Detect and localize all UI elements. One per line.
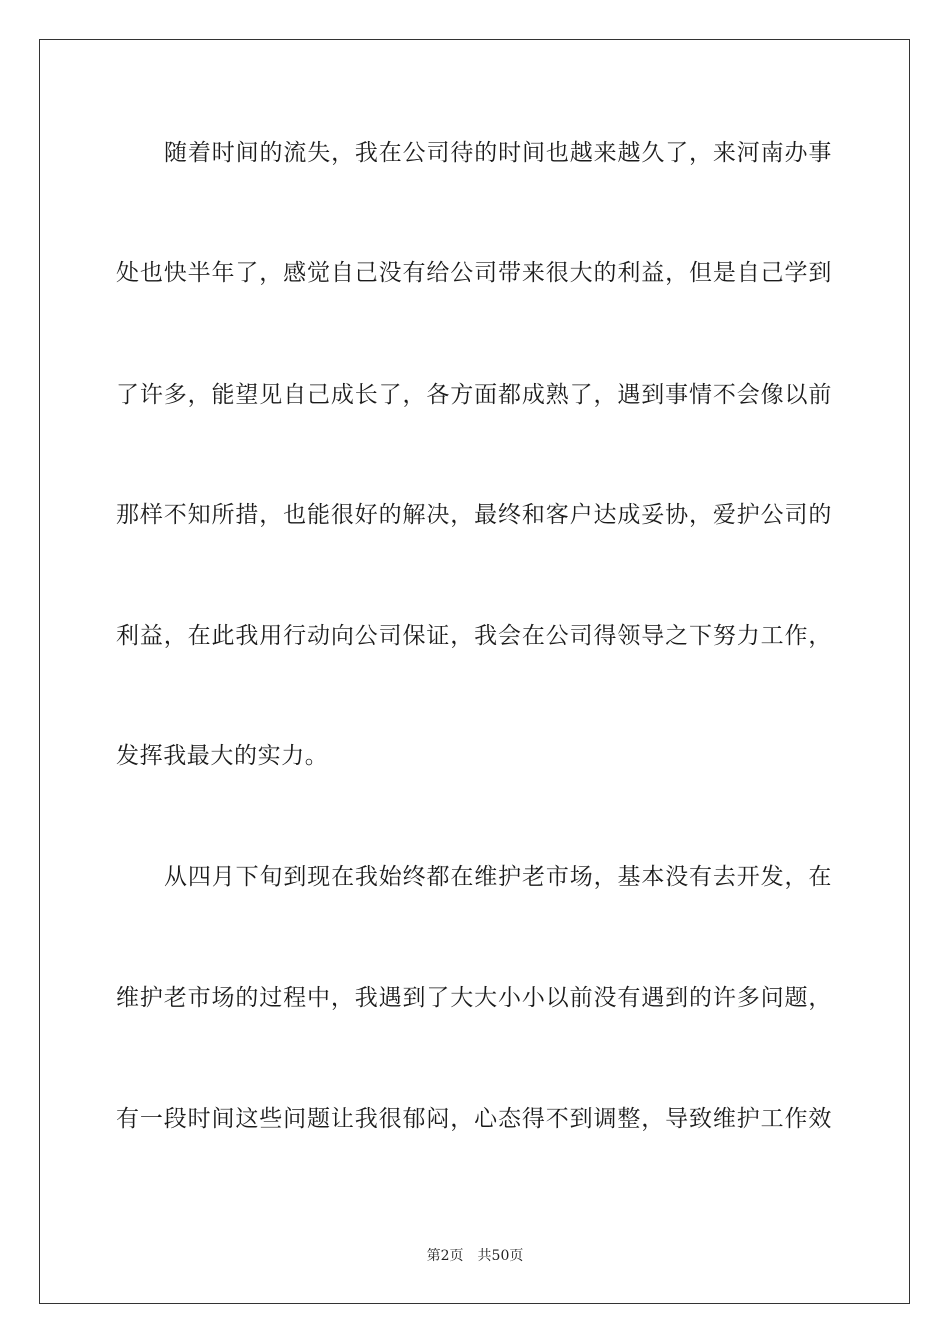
- paragraph-1-line-3: 了许多，能望见自己成长了，各方面都成熟了，遇到事情不会像以前: [116, 382, 832, 408]
- paragraph-2-line-3: 有一段时间这些问题让我很郁闷，心态得不到调整，导致维护工作效: [116, 1106, 832, 1132]
- page-number-total: 共50页: [477, 1248, 524, 1264]
- paragraph-1-line-2: 处也快半年了，感觉自己没有给公司带来很大的利益，但是自己学到: [116, 260, 832, 286]
- paragraph-1-line-6: 发挥我最大的实力。: [116, 743, 329, 769]
- paragraph-1-line-5: 利益，在此我用行动向公司保证，我会在公司得领导之下努力工作，: [116, 623, 832, 649]
- page-footer: [0, 1246, 950, 1266]
- paragraph-1-line-4: 那样不知所措，也能很好的解决，最终和客户达成妥协，爱护公司的: [116, 502, 832, 528]
- paragraph-2-line-1: 从四月下旬到现在我始终都在维护老市场，基本没有去开发，在: [164, 864, 832, 890]
- paragraph-2-line-2: 维护老市场的过程中，我遇到了大大小小以前没有遇到的许多问题，: [116, 985, 832, 1011]
- paragraph-1-line-1: 随着时间的流失，我在公司待的时间也越来越久了，来河南办事: [164, 140, 832, 166]
- page-number-current: 第2页: [426, 1248, 464, 1264]
